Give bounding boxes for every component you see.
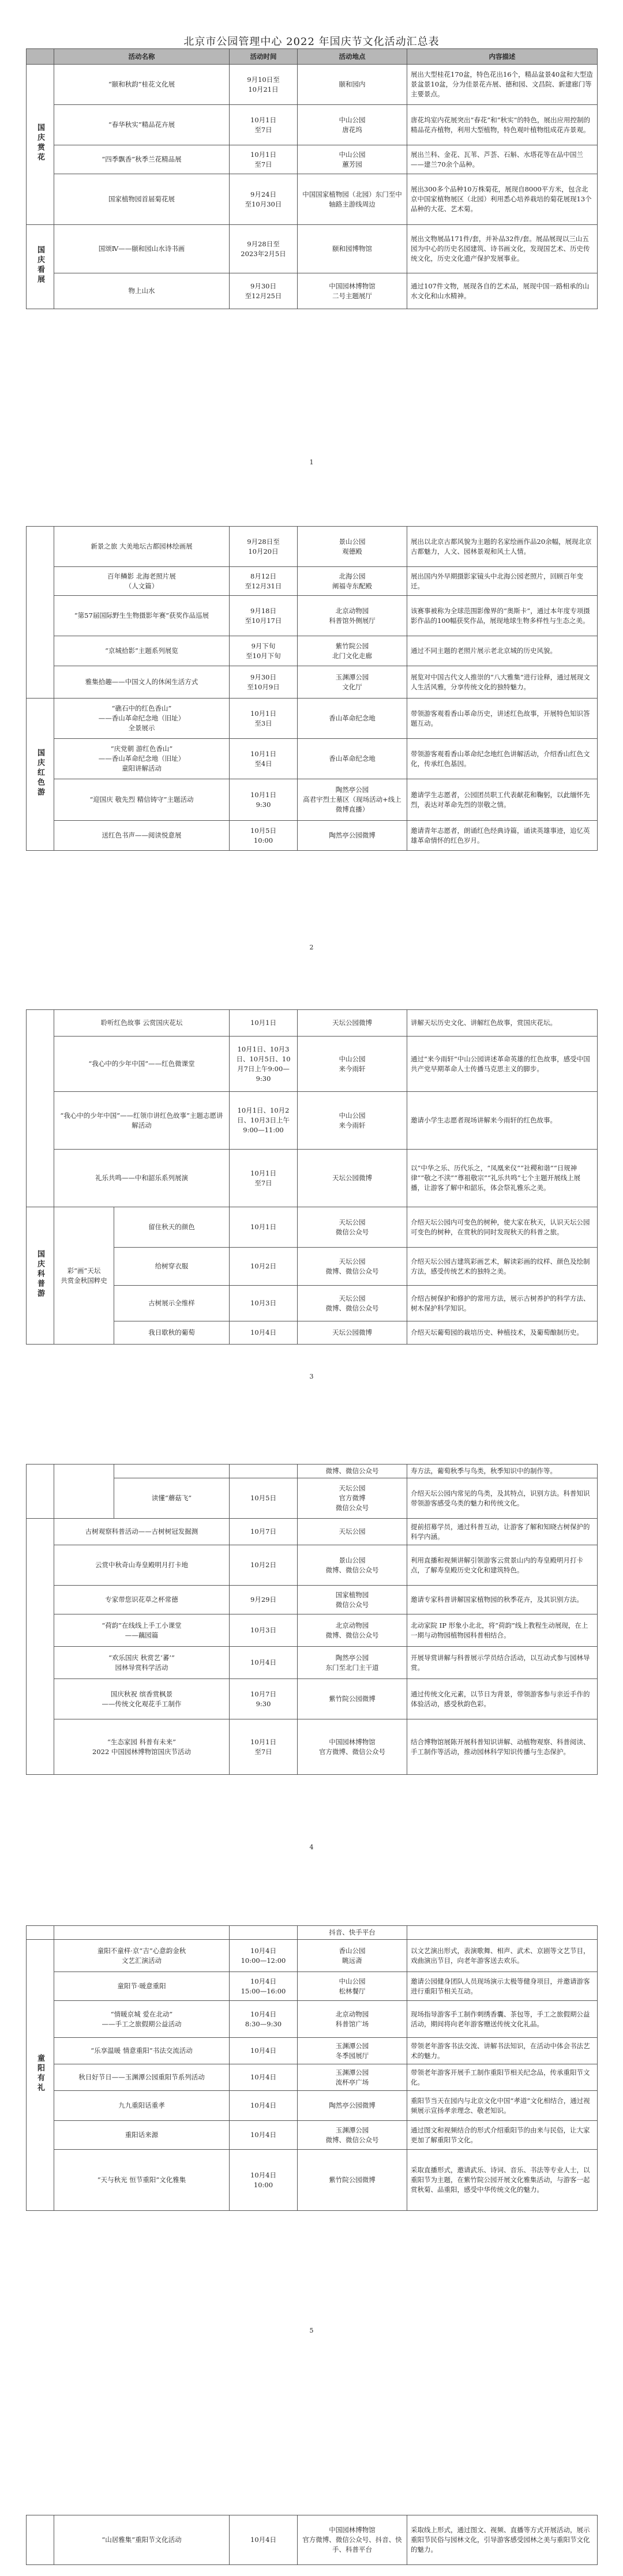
cell-place: 微博、微信公众号 xyxy=(298,1465,407,1478)
cell-desc: 介绍天坛公园内可变色的树种，使大家在秋天，认识天坛公园可变色的树种，在赏秋的同时发现秋天的科普之旅。 xyxy=(407,1207,598,1248)
page-3 xyxy=(26,1009,597,1345)
cell-name: 礼乐共鸣——中和韶乐系列展演 xyxy=(54,1150,230,1207)
cell-place: 紫竹院公园 北门文化走廊 xyxy=(298,636,407,666)
category-label: 国庆看展 xyxy=(36,246,44,285)
cell-desc: 展览对中国古代文人推崇的“八大雅集”进行诠释，通过展现文人生活风雅，分享传统文化的独特魅力。 xyxy=(407,666,598,699)
cell-desc: 结合博物馆展陈开展科普知识讲解、动植物观察、科普阅读、手工制作等活动，推动园林科学知识传播与生态保护。 xyxy=(407,1719,598,1775)
cell-time-empty xyxy=(230,1465,298,1478)
cell-name: 童阳节·暖意重阳 xyxy=(54,1972,230,2001)
cell-place: 中国国家植物园（北园）东门至中轴路主游线周边 xyxy=(298,174,407,225)
cell-name: 送红色书声——阅读悦意展 xyxy=(54,821,230,851)
cell-name: “我心中的少年中国”——红色微课堂 xyxy=(54,1037,230,1092)
table-row xyxy=(27,2515,598,2565)
cell-desc: 提前招募学员，通过科普互动，让游客了解和知晓古树保护的科学内涵。 xyxy=(407,1519,598,1545)
activity-table-page-1 xyxy=(26,48,598,309)
cell-desc: 通过图文和视频结合的形式介绍重阳节的由来与民俗，让大家更加了解重阳节文化。 xyxy=(407,2121,598,2150)
header-activity-place: 活动地点 xyxy=(298,49,407,65)
table-row xyxy=(27,1972,598,2001)
cell-place: 天坛公园微博 xyxy=(298,1150,407,1207)
cell-place: 北京动物园 科普馆广场 xyxy=(298,2001,407,2038)
table-row xyxy=(27,596,598,636)
cell-name: 国家植物园首届菊花展 xyxy=(54,174,230,225)
cell-name: 云赏中秋奇山寿皇殿明月打卡地 xyxy=(54,1545,230,1586)
category-cell xyxy=(27,225,54,309)
cell-time: 10月4日 10:00—12:00 xyxy=(230,1940,298,1972)
cell-time: 9月28日至 10月20日 xyxy=(230,527,298,567)
cell-place: 北京动物园 科普馆外侧展厅 xyxy=(298,596,407,636)
table-row xyxy=(27,1150,598,1207)
cell-time: 9月29日 xyxy=(230,1586,298,1614)
cell-time: 9月下旬 至10月下旬 xyxy=(230,636,298,666)
cell-name: “京城拾影”主题系列展览 xyxy=(54,636,230,666)
cell-time: 8月12日 至12月31日 xyxy=(230,567,298,596)
table-row xyxy=(27,699,598,739)
table-row xyxy=(27,1679,598,1719)
cell-desc-empty xyxy=(407,1926,598,1940)
cell-place: 紫竹院公园微博 xyxy=(298,2150,407,2211)
cell-desc: 介绍天坛公园内常见的鸟类，及其特点，识别方法。科普知识带领游客感受乌类的魅力和传统文化。 xyxy=(407,1478,598,1519)
cell-desc: 讲解天坛历史文化、讲解红色故事，赏国庆花坛。 xyxy=(407,1010,598,1037)
cell-name: 秋日好节日——玉渊潭公园重阳节系列活动 xyxy=(54,2064,230,2091)
cell-name: 留住秋天的颜色 xyxy=(114,1207,230,1248)
cell-desc: 展出以北京古都风貌为主题的名家绘画作品20余幅，展现北京古都魅力，人文、园林景观和风土人情。 xyxy=(407,527,598,567)
cell-place: 中国园林博物馆 官方微博、微信公众号 xyxy=(298,1719,407,1775)
table-row xyxy=(27,739,598,779)
cell-desc: 以“中华之乐、历代乐之，“凤凰来仪”“社稷和谐”“日规神律”“敬之不渎”“尊祖敬宗”“礼乐共鸣”七个主题开展线上展播，让游客了解中和韶乐，体会祭礼雅乐之美。 xyxy=(407,1150,598,1207)
cell-place: 紫竹院公园微博 xyxy=(298,1679,407,1719)
page-1 xyxy=(26,48,597,309)
cell-place: 中国园林博物馆 二号主题展厅 xyxy=(298,273,407,309)
table-row xyxy=(27,527,598,567)
cell-desc: 带领游客观看香山革命历史，讲述红色故事，开展特色知识答题互动。 xyxy=(407,699,598,739)
cell-time: 10月5日 10:00 xyxy=(230,821,298,851)
cell-name: “礁石中的红色香山” ——香山革命纪念地（旧址） 全景展示 xyxy=(54,699,230,739)
cell-desc: 展出大型桂花170盆，特色花出16个，精品盆景40盆和大型造景盆景10盆，分为佳景花卉展、德和园、文昌院、新建廊门等主要景点。 xyxy=(407,65,598,105)
cell-place: 北京动物园 微博、微信公众号 xyxy=(298,1614,407,1647)
cell-name: “情暖京城 爱在北动” ——手工之旅假期公益活动 xyxy=(54,2001,230,2038)
header-activity-name: 活动名称 xyxy=(54,49,230,65)
cell-name: 古树展示全维样 xyxy=(114,1286,230,1321)
cell-time: 10月1日 至7日 xyxy=(230,145,298,174)
category-cell-empty xyxy=(27,527,54,699)
cell-desc: 邀请小学生志愿者现场讲解来今雨轩的红色故事。 xyxy=(407,1092,598,1150)
cell-name: 百年鳞影 北海老照片展 （人文篇） xyxy=(54,567,230,596)
cell-place: 颐和园博物馆 xyxy=(298,225,407,273)
cell-place: 天坛公园 微博、微信公众号 xyxy=(298,1248,407,1286)
cell-desc: 该赛事被称为全球范围影像界的“奥斯卡”，通过本年度专项摄影作品的100幅获奖作品，展现地球生物多样性与生态之美。 xyxy=(407,596,598,636)
cell-desc: 通过“来今雨轩”中山公园讲述革命英雄的红色故事，感受中国共产党早期革命人士传播马克思主义的脚步。 xyxy=(407,1037,598,1092)
cell-place: 天坛公园微博 xyxy=(298,1010,407,1037)
page-number: 3 xyxy=(309,1373,314,1380)
cell-name: 给树穿衣服 xyxy=(114,1248,230,1286)
cell-name: “生态家园 科普有未来” 2022 中国园林博物馆国庆节活动 xyxy=(54,1719,230,1775)
table-row xyxy=(27,1207,598,1248)
table-row xyxy=(27,2091,598,2121)
cell-name: “颐和秋韵”桂花文化展 xyxy=(54,65,230,105)
category-label: 国庆红色游 xyxy=(36,748,44,798)
cell-place: 天坛公园 xyxy=(298,1519,407,1545)
cell-name: 读懂“蘑菇飞” xyxy=(114,1478,230,1519)
cell-desc: 展出300多个品种10万株菊花，展现自8000平方米，包含北京中国家植物展区（北园）利用悉心培养栽培的菊花展现13个品种的大花、艺术菊。 xyxy=(407,174,598,225)
page-4 xyxy=(26,1464,597,1775)
cell-time: 10月2日 xyxy=(230,1545,298,1586)
page-number: 4 xyxy=(309,1843,314,1851)
category-cell-empty xyxy=(27,1926,54,1940)
cell-desc: 邀请公园健身团队人员现场演示太极等健身项目，并邀请游客进行重阳节相关互动。 xyxy=(407,1972,598,2001)
cell-desc: 北动家院 IP 形象小北北，将“荷韵”线上教程生动展现，在上一期与动物园植物园科普相结合。 xyxy=(407,1614,598,1647)
cell-name: “乐享温暖 情意重阳”书法交流活动 xyxy=(54,2038,230,2064)
category-label: 童阳有礼 xyxy=(36,2054,44,2093)
cell-time: 9月10日至 10月21日 xyxy=(230,65,298,105)
cell-place: 中山公园 蕙芳园 xyxy=(298,145,407,174)
cell-name: 新景之旅 大美地坛古都园林绘画展 xyxy=(54,527,230,567)
cell-place: 中山公园 来今雨轩 xyxy=(298,1092,407,1150)
cell-place: 天坛公园 微信公众号 xyxy=(298,1207,407,1248)
cell-time: 9月30日 至12月25日 xyxy=(230,273,298,309)
cell-desc: 唐花坞室内花展突出“春花”和“秋实”的特色，展出应用控制的精品花卉植物，利用大型植物，特色观叶植物组成花卉景观。 xyxy=(407,105,598,145)
table-row xyxy=(27,273,598,309)
cell-name: “迎国庆 敬先烈 精信铸守”主题活动 xyxy=(54,779,230,821)
category-label: 国庆科普游 xyxy=(36,1249,44,1299)
cell-name: “春华秋实”精品花卉展 xyxy=(54,105,230,145)
cell-place: 景山公园 观德殿 xyxy=(298,527,407,567)
cell-time: 10月4日 xyxy=(230,2038,298,2064)
cell-name-empty xyxy=(54,1926,230,1940)
category-cell-empty xyxy=(27,1010,54,1207)
cell-name: 重阳话来源 xyxy=(54,2121,230,2150)
cell-place: 天坛公园微博 xyxy=(298,1321,407,1345)
cell-time: 10月3日 xyxy=(230,1614,298,1647)
cell-time: 10月1日 至7日 xyxy=(230,1150,298,1207)
cell-name: 雅集拾趣——中国文人的休闲生活方式 xyxy=(54,666,230,699)
cell-place: 玉渊潭公园 微博、微信公众号 xyxy=(298,2121,407,2150)
page-number: 1 xyxy=(309,459,314,466)
cell-desc: 采取线上形式，通过图文、视频、直播等方式开展活动，展示重阳节民俗与园林文化，引导游客感受园林之美与重阳节文化的魅力。 xyxy=(407,2515,598,2565)
table-row xyxy=(27,2150,598,2211)
cell-name: 九九重阳话重孝 xyxy=(54,2091,230,2121)
cell-place: 抖音、快手平台 xyxy=(298,1926,407,1940)
table-row xyxy=(27,1647,598,1679)
cell-time-empty xyxy=(230,1926,298,1940)
cell-place: 北海公园 阐福寺东配殿 xyxy=(298,567,407,596)
cell-time: 10月5日 xyxy=(230,1478,298,1519)
page-number: 2 xyxy=(309,944,314,951)
table-row xyxy=(27,2064,598,2091)
cell-time: 10月4日 xyxy=(230,2515,298,2565)
category-cell-empty xyxy=(27,1519,54,1775)
page-6 xyxy=(26,2515,597,2565)
table-row xyxy=(27,1519,598,1545)
document-title: 北京市公园管理中心 2022 年国庆节文化活动汇总表 xyxy=(183,36,440,48)
table-row xyxy=(27,1092,598,1150)
cell-time: 9月30日 至10月9日 xyxy=(230,666,298,699)
cell-place: 玉渊潭公园 流杯亭广场 xyxy=(298,2064,407,2091)
cell-name: “第57届国际野生生物摄影年赛”获奖作品巡展 xyxy=(54,596,230,636)
cell-time: 10月4日 xyxy=(230,1647,298,1679)
cell-time: 10月7日 9:30 xyxy=(230,1679,298,1719)
cell-desc: 展出兰科、金花、瓦苇、芦荟、石斛、水塔花等在品中国兰——建兰70余个品种。 xyxy=(407,145,598,174)
table-row xyxy=(27,2001,598,2038)
table-header xyxy=(27,49,598,65)
cell-desc: 开展导赏讲解与科普展示学员结合活动，以互动式参与园林导赏。 xyxy=(407,1647,598,1679)
cell-name: 我日歇秋的葡萄 xyxy=(114,1321,230,1345)
cell-time: 10月4日 xyxy=(230,2091,298,2121)
table-row xyxy=(27,1037,598,1092)
cell-name: 古树观察科普活动——古树树冠发掘测 xyxy=(54,1519,230,1545)
cell-desc: 现场指导游客手工制作刺绣香囊、茶包等，手工之旅假期公益活动，期间将向老年游客赠送传统文化礼品。 xyxy=(407,2001,598,2038)
cell-time: 10月1日 至4日 xyxy=(230,739,298,779)
category-cell-empty xyxy=(27,1465,54,1519)
cell-name-empty xyxy=(114,1465,230,1478)
cell-time: 10月1日、10月3日、10月5日、10月7日上午9:00—9:30 xyxy=(230,1037,298,1092)
cell-time: 10月4日 xyxy=(230,2064,298,2091)
cell-time: 10月7日 xyxy=(230,1519,298,1545)
cell-name: “荷韵”在线线上手工小课堂 ——藕园篇 xyxy=(54,1614,230,1647)
cell-place: 玉渊潭公园 文化厅 xyxy=(298,666,407,699)
cell-name: 童阳不童样·京“吉”心意韵金秋 文艺汇演活动 xyxy=(54,1940,230,1972)
table-row xyxy=(27,1010,598,1037)
cell-desc: 重阳节当天在园内与北京文化中国“孝道”文化相结合，通过视频展示宣扬孝亲理念、敬老知识。 xyxy=(407,2091,598,2121)
cell-time: 9月28日至 2023年2月5日 xyxy=(230,225,298,273)
activity-table-page-3 xyxy=(26,1009,598,1345)
cell-name: 物上山水 xyxy=(54,273,230,309)
category-cell xyxy=(27,1940,54,2211)
cell-name: 专家带您识花草之杯常德 xyxy=(54,1586,230,1614)
cell-place: 天坛公园 官方微博 微信公众号 xyxy=(298,1478,407,1519)
group-label: 彩“画”天坛 共赏金秋国粹史 xyxy=(54,1207,114,1345)
page-2 xyxy=(26,526,597,851)
cell-place: 中山公园 松林餐厅 xyxy=(298,1972,407,2001)
cell-place: 陶然亭公园 东门至北门主干道 xyxy=(298,1647,407,1679)
cell-time: 10月1日 至7日 xyxy=(230,1719,298,1775)
cell-time: 10月3日 xyxy=(230,1286,298,1321)
cell-time: 9月24日 至10月30日 xyxy=(230,174,298,225)
cell-name: “天与秋光 恒节重阳”文化雅集 xyxy=(54,2150,230,2211)
cell-time: 10月1日 至3日 xyxy=(230,699,298,739)
header-description: 内容描述 xyxy=(407,49,598,65)
table-row xyxy=(27,1940,598,1972)
cell-desc: 介绍天坛公园古建筑彩画艺术，解读彩画的纹样、颜色及绘制方法，感受传统艺术的独特之美。 xyxy=(407,1248,598,1286)
cell-desc: 带领老年游客开展手工制作重阳节相关纪念品，传承重阳节文化。 xyxy=(407,2064,598,2091)
cell-place: 陶然亭公园微博 xyxy=(298,821,407,851)
cell-time: 10月4日 xyxy=(230,1321,298,1345)
cell-desc: 通过传统文化元素，以节日为背景，带领游客参与亲近手作的体验活动，感受秋韵色彩。 xyxy=(407,1679,598,1719)
cell-place: 陶然亭公园微博 xyxy=(298,2091,407,2121)
cell-place: 景山公园 微博、微信公众号 xyxy=(298,1545,407,1586)
cell-time: 10月2日 xyxy=(230,1248,298,1286)
cell-desc: 邀请专家科普讲解国家植物园的秋季花卉，及其识别方法。 xyxy=(407,1586,598,1614)
table-row xyxy=(27,145,598,174)
activity-table-page-4 xyxy=(26,1464,598,1775)
cell-place: 香山公园 眺远斋 xyxy=(298,1940,407,1972)
cell-time: 10月4日 xyxy=(230,2121,298,2150)
header-activity-time: 活动时间 xyxy=(230,49,298,65)
cell-place: 国家植物园 微信公众号 xyxy=(298,1586,407,1614)
cell-desc: 介绍古树保护和修护的常用方法，展示古树养护的科学方法、树木保护科学知识。 xyxy=(407,1286,598,1321)
cell-desc: 邀请青年志愿者，朗诵红色经典诗篇，诵读英雄事迹，追忆英雄革命情怀的红色岁月。 xyxy=(407,821,598,851)
cell-place: 陶然亭公园 高君宇烈士墓区（现场活动+线上微博直播） xyxy=(298,779,407,821)
cell-time: 10月1日、10月2日、10月3日上午 9:00—11:00 xyxy=(230,1092,298,1150)
cell-desc: 邀请学生志愿者，公园团员职工代表献花和鞠躬，以此缅怀先烈，表达对革命先烈的崇敬之情。 xyxy=(407,779,598,821)
cell-name: “庆党朝 游红色香山” ——香山革命纪念地（旧址） 童阳讲解活动 xyxy=(54,739,230,779)
cell-desc: 利用直播和视频讲解引领游客云赏景山内的寿皇殿明月打卡点，了解寿皇殿历史文化和建筑特色。 xyxy=(407,1545,598,1586)
cell-time: 10月1日 至7日 xyxy=(230,105,298,145)
activity-table-page-2 xyxy=(26,526,598,851)
cell-place: 香山革命纪念地 xyxy=(298,739,407,779)
category-cell-empty xyxy=(27,2515,54,2565)
table-row xyxy=(27,821,598,851)
table-row xyxy=(27,2038,598,2064)
table-row xyxy=(27,174,598,225)
cell-desc: 采取直播形式，邀请武乐、诗词、音乐、书法等专业人士，以重阳节为主题，在紫竹院公园开展文化雅集活动，与游客一起赏秋菊、品重阳，感受中华传统文化的魅力。 xyxy=(407,2150,598,2211)
cell-desc: 通过107件文物，展现各自的艺术品，展现中国一路相承的山水文化和山水精神。 xyxy=(407,273,598,309)
cell-desc: 带领老年游客书法交流、讲解书法知识，在活动中体会书法艺术的魅力。 xyxy=(407,2038,598,2064)
cell-desc: 以文艺演出形式，表演歌舞、相声、武术、京剧等文艺节目，戏曲演出节目，向老年游客送去欢乐。 xyxy=(407,1940,598,1972)
page-5 xyxy=(26,1925,597,2211)
cell-desc: 通过不同主题的老照片展示老北京城的历史风貌。 xyxy=(407,636,598,666)
cell-time: 10月4日 15:00—16:00 xyxy=(230,1972,298,2001)
activity-table-page-6 xyxy=(26,2515,598,2565)
cell-name: 国庆秋祝 缤香赏枫景 ——传统文化观花手工制作 xyxy=(54,1679,230,1719)
cell-name: 聆听红色故事 云赏国庆花坛 xyxy=(54,1010,230,1037)
cell-time: 10月1日 9:30 xyxy=(230,779,298,821)
activity-table-page-5 xyxy=(26,1925,598,2211)
table-row xyxy=(27,567,598,596)
cell-desc: 展出文物展品171件/套，并补品32件/套。展品展现以三山五园为中心的历史名园建筑、诗书画文化，发现国艺术、历史传统文化，历史文化遗产保护发展事业。 xyxy=(407,225,598,273)
cell-time: 10月4日 8:30—9:30 xyxy=(230,2001,298,2038)
table-row xyxy=(27,105,598,145)
cell-name: “四季飘香”秋季兰花精品展 xyxy=(54,145,230,174)
cell-time: 10月4日 10:00 xyxy=(230,2150,298,2211)
cell-name: “欢乐国庆 秋赏艺‘蕃’” 园林导赏科学活动 xyxy=(54,1647,230,1679)
cell-time: 9月18日 至10月17日 xyxy=(230,596,298,636)
cell-time: 10月1日 xyxy=(230,1207,298,1248)
cell-desc: 展出国内外早期摄影家镜头中北海公园老照片，回顾百年变迁。 xyxy=(407,567,598,596)
cell-desc: 介绍天坛葡萄园的栽培历史、种植技术，及葡萄酿制历史。 xyxy=(407,1321,598,1345)
cell-desc: 寿方法，葡萄秋季与鸟类，秋季知识中的制作等。 xyxy=(407,1465,598,1478)
table-row-continued xyxy=(27,1926,598,1940)
cell-desc: 带领游客观看香山革命纪念地红色讲解活动，介绍香山红色文化，传承红色基因。 xyxy=(407,739,598,779)
table-row xyxy=(27,65,598,105)
cell-place: 香山革命纪念地 xyxy=(298,699,407,739)
page-number: 5 xyxy=(309,2327,314,2334)
table-row xyxy=(27,1614,598,1647)
table-row xyxy=(27,1545,598,1586)
cell-name: “山居雅集”重阳节文化活动 xyxy=(54,2515,230,2565)
table-row xyxy=(27,2121,598,2150)
cell-name: 国颂Ⅳ——颐和园山水诗书画 xyxy=(54,225,230,273)
cell-place: 中国园林博物馆 官方微博、微信公众号、抖音、快手、科普平台 xyxy=(298,2515,407,2565)
table-row xyxy=(27,1719,598,1775)
table-row xyxy=(27,1586,598,1614)
header-blank xyxy=(27,49,54,65)
table-row xyxy=(27,225,598,273)
cell-place: 玉渊潭公园 冬季园展厅 xyxy=(298,2038,407,2064)
category-cell xyxy=(27,1207,54,1345)
table-row xyxy=(27,779,598,821)
table-row xyxy=(27,636,598,666)
cell-place: 中山公园 唐花坞 xyxy=(298,105,407,145)
category-label: 国庆赏花 xyxy=(36,123,44,163)
table-row-continued xyxy=(27,1465,598,1478)
cell-place: 中山公园 来今雨轩 xyxy=(298,1037,407,1092)
cell-place: 天坛公园 微博、微信公众号 xyxy=(298,1286,407,1321)
group-label-continued xyxy=(54,1465,114,1519)
category-cell xyxy=(27,699,54,851)
cell-time: 10月1日 xyxy=(230,1010,298,1037)
table-row xyxy=(27,666,598,699)
category-cell xyxy=(27,65,54,225)
cell-name: “我心中的少年中国”——红领巾讲红色故事”主题志愿讲解活动 xyxy=(54,1092,230,1150)
cell-place: 颐和园内 xyxy=(298,65,407,105)
